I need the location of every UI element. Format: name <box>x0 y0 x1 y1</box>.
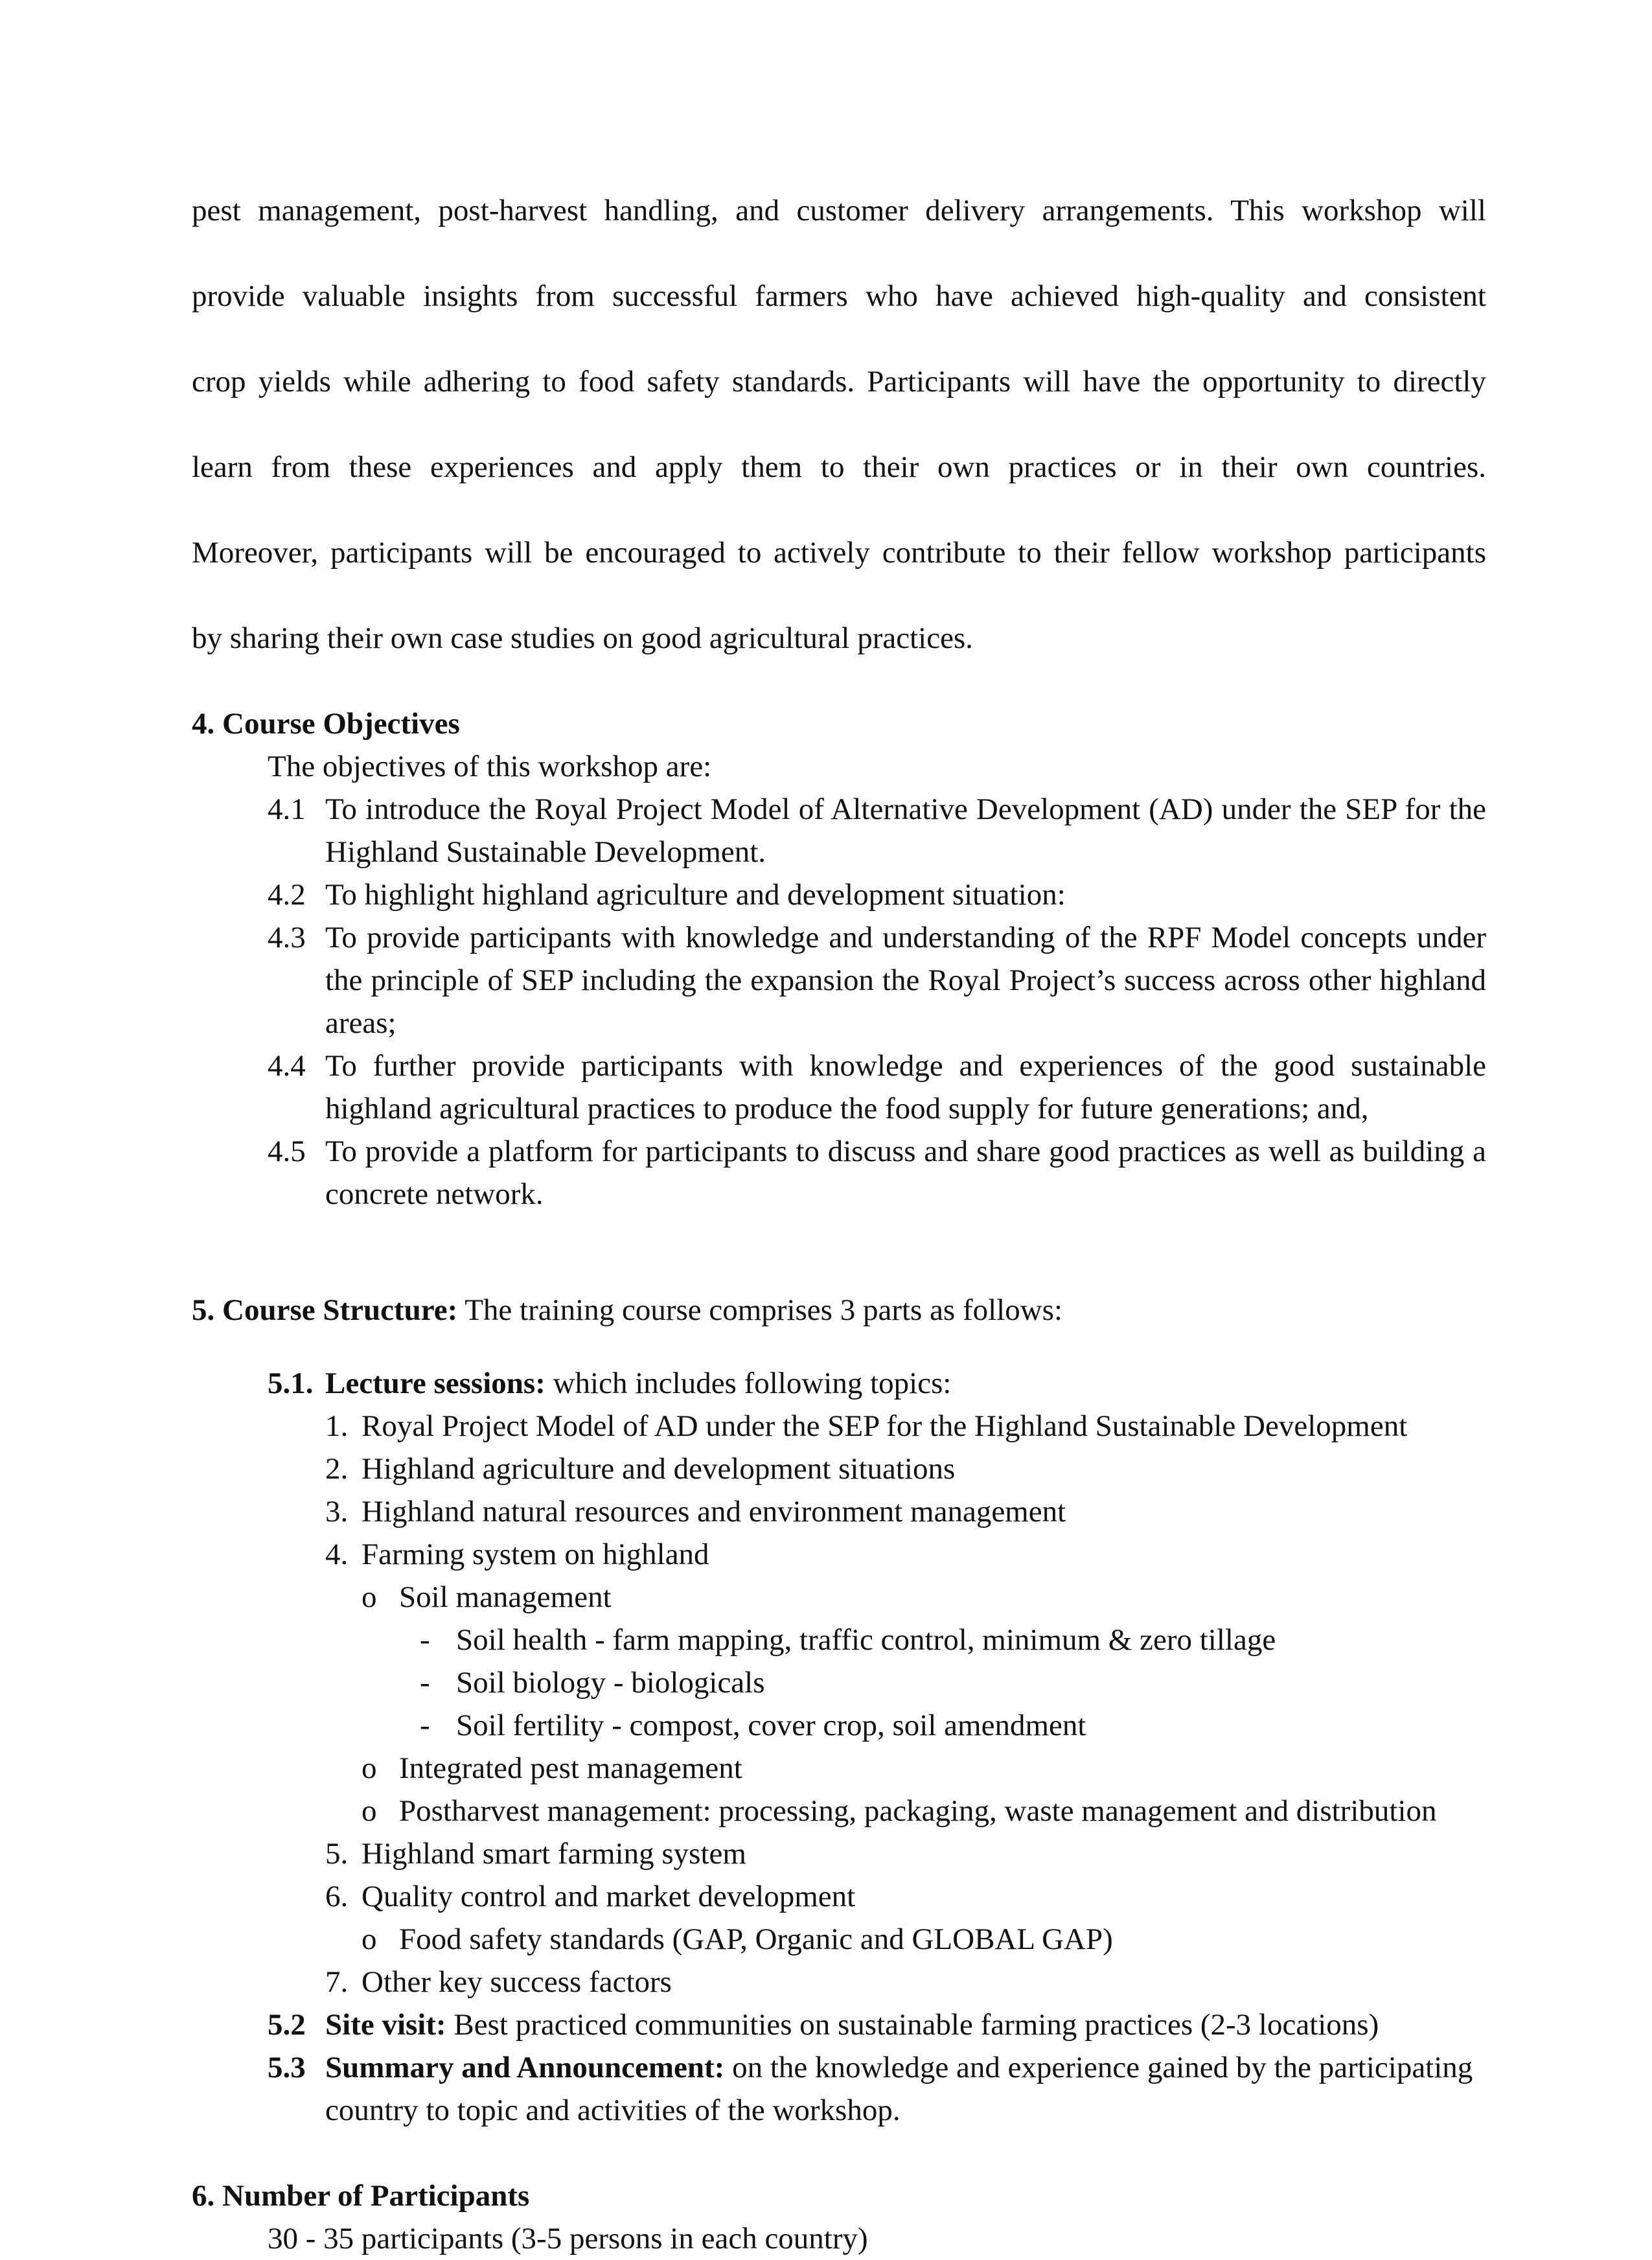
circle-bullet: o <box>361 1794 377 1828</box>
section-heading-rest: The training course comprises 3 parts as follows: <box>457 1293 1063 1327</box>
topic-item <box>192 1447 1486 1490</box>
subsection-text: on the knowledge and experience gained by the participating country to topic and activities of the workshop. <box>325 2051 1473 2127</box>
section-course-objectives <box>192 702 1486 1216</box>
intro-line: by sharing their own case studies on good agricultural practices. <box>192 621 973 655</box>
subsection-site-visit <box>192 2003 1486 2046</box>
subsection-lecture-sessions <box>192 1362 1486 1405</box>
subtopic-text: Soil management <box>399 1580 612 1614</box>
detail-item <box>192 1661 1486 1704</box>
intro-line: crop yields while adhering to food safety standards. Participants will have the opportunity to directly <box>192 365 1486 398</box>
topic-number: 7. <box>325 1965 349 1999</box>
objective-item <box>192 788 1486 873</box>
topic-number: 2. <box>325 1452 349 1486</box>
topic-text: Farming system on highland <box>361 1538 709 1571</box>
section-heading-line <box>192 1289 1486 1332</box>
circle-bullet: o <box>361 1922 377 1956</box>
dash-bullet: - <box>420 1666 430 1700</box>
topic-number: 5. <box>325 1837 349 1871</box>
detail-text: Soil fertility - compost, cover crop, soil amendment <box>456 1709 1086 1742</box>
section-number-of-participants <box>192 2174 1486 2260</box>
subtopic-text: Postharvest management: processing, packaging, waste management and distribution <box>399 1794 1437 1828</box>
objective-item <box>192 1044 1486 1130</box>
subsection-number: 5.2 <box>268 2008 306 2042</box>
subtopic-item <box>192 1747 1486 1790</box>
subsection-text: Best practiced communities on sustainable farming practices (2-3 locations) <box>446 2008 1379 2042</box>
topic-item <box>192 1961 1486 2003</box>
topic-number: 3. <box>325 1495 349 1528</box>
topic-text: Quality control and market development <box>361 1880 856 1913</box>
topic-item <box>192 1832 1486 1875</box>
detail-text: Soil biology - biologicals <box>456 1666 765 1700</box>
topic-text: Highland agriculture and development situations <box>361 1452 956 1486</box>
topic-number: 1. <box>325 1409 349 1443</box>
topic-text: Highland natural resources and environment management <box>361 1495 1066 1528</box>
circle-bullet: o <box>361 1751 377 1785</box>
dash-bullet: - <box>420 1709 430 1742</box>
objective-text: To introduce the Royal Project Model of Alternative Development (AD) under the SEP for the Highland Sustainable Development. <box>325 792 1486 869</box>
subsection-number: 5.1. <box>268 1366 314 1400</box>
participants-text: 30 - 35 participants (3-5 persons in each country) <box>268 2222 868 2255</box>
subsection-number: 5.3 <box>268 2051 306 2084</box>
objective-number: 4.3 <box>268 921 306 954</box>
topic-text: Highland smart farming system <box>361 1837 746 1871</box>
objective-text: To further provide participants with knowledge and experiences of the good sustainable highland agricultural practices to produce the food supply for future generations; and, <box>325 1049 1486 1125</box>
objective-number: 4.1 <box>268 792 306 826</box>
subsection-label: Lecture sessions: <box>325 1366 545 1400</box>
subtopic-text: Integrated pest management <box>399 1751 742 1785</box>
section-heading: 6. Number of Participants <box>192 2179 530 2213</box>
intro-line: Moreover, participants will be encouraged to actively contribute to their fellow workshop participants <box>192 536 1486 570</box>
objectives-lead: The objectives of this workshop are: <box>268 750 712 783</box>
topic-item <box>192 1405 1486 1447</box>
topic-item <box>192 1533 1486 1576</box>
section-course-structure <box>192 1289 1486 2132</box>
topic-number: 4. <box>325 1538 349 1571</box>
topic-item <box>192 1490 1486 1533</box>
circle-bullet: o <box>361 1580 377 1614</box>
detail-item <box>192 1619 1486 1661</box>
intro-paragraph <box>192 189 1486 660</box>
intro-line: pest management, post-harvest handling, and customer delivery arrangements. This workshop will <box>192 194 1486 227</box>
section-heading: 4. Course Objectives <box>192 707 460 741</box>
subtopic-item <box>192 1918 1486 1961</box>
subsection-summary <box>192 2046 1486 2132</box>
section-heading: 5. Course Structure: <box>192 1293 458 1327</box>
detail-text: Soil health - farm mapping, traffic control, minimum & zero tillage <box>456 1623 1276 1657</box>
objective-item <box>192 916 1486 1044</box>
subtopic-item <box>192 1790 1486 1832</box>
objective-number: 4.2 <box>268 878 306 912</box>
intro-line: provide valuable insights from successful farmers who have achieved high-quality and consistent <box>192 279 1486 313</box>
objective-number: 4.4 <box>268 1049 306 1083</box>
subsection-text: which includes following topics: <box>545 1366 952 1400</box>
topic-text: Other key success factors <box>361 1965 672 1999</box>
objective-text: To provide a platform for participants to discuss and share good practices as well as building a concrete network. <box>325 1135 1486 1211</box>
topic-number: 6. <box>325 1880 349 1913</box>
subtopic-item <box>192 1576 1486 1619</box>
topic-text: Royal Project Model of AD under the SEP for the Highland Sustainable Development <box>361 1409 1408 1443</box>
detail-item <box>192 1704 1486 1747</box>
intro-line: learn from these experiences and apply them to their own practices or in their own countries. <box>192 450 1486 484</box>
topic-item <box>192 1875 1486 1918</box>
subsection-label: Site visit: <box>325 2008 446 2042</box>
objective-item <box>192 873 1486 916</box>
objective-text: To provide participants with knowledge and understanding of the RPF Model concepts under the principle of SEP including the expansion the Royal Project’s success across other highland areas; <box>325 921 1486 1040</box>
dash-bullet: - <box>420 1623 430 1657</box>
subtopic-text: Food safety standards (GAP, Organic and GLOBAL GAP) <box>399 1922 1113 1956</box>
page-content <box>192 189 1486 2260</box>
objective-text: To highlight highland agriculture and development situation: <box>325 878 1066 912</box>
objective-item <box>192 1130 1486 1216</box>
subsection-label: Summary and Announcement: <box>325 2051 725 2084</box>
objective-number: 4.5 <box>268 1135 306 1168</box>
